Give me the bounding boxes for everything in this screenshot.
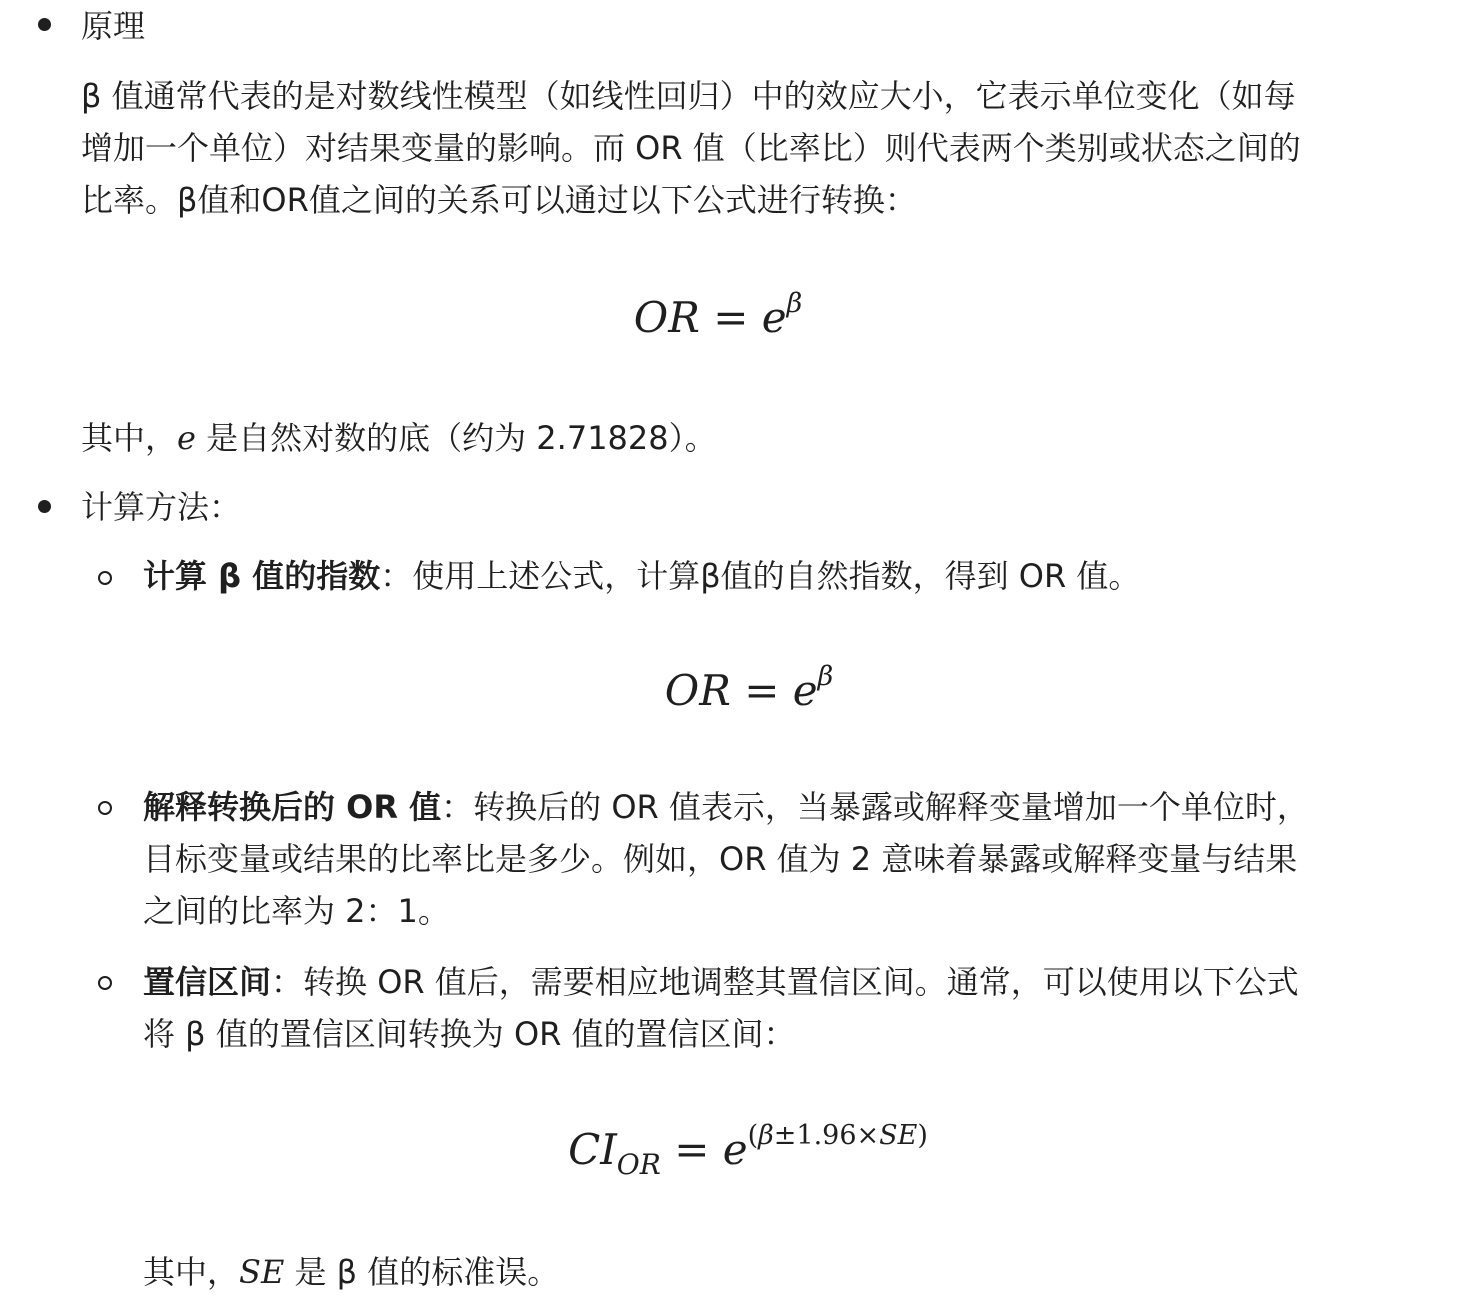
- item-text: ：使用上述公式，计算β值的自然指数，得到 OR 值。: [380, 557, 1141, 595]
- formula-eq: =: [674, 1125, 710, 1174]
- note-prefix: 其中，: [143, 1253, 240, 1291]
- formula-base: e: [792, 666, 818, 715]
- item-bold-label: 解释转换后的 OR 值: [143, 788, 442, 826]
- formula-exp: β: [817, 661, 834, 692]
- bullet-dot: [38, 18, 51, 31]
- paragraph-line: 目标变量或结果的比率比是多少。例如，OR 值为 2 意味着暴露或解释变量与结果: [143, 840, 1298, 878]
- formula-exp-close: ): [917, 1120, 928, 1151]
- paragraph-line: 之间的比率为 2：1。: [143, 892, 450, 930]
- formula-ci-or: [498, 1120, 998, 1181]
- paragraph-line: 增加一个单位）对结果变量的影响。而 OR 值（比率比）则代表两个类别或状态之间的: [81, 129, 1301, 167]
- formula-exp: β: [786, 288, 803, 319]
- note-prefix: 其中，: [81, 419, 178, 457]
- formula-exp-beta: β: [758, 1120, 774, 1151]
- formula-lhs: CI: [568, 1125, 617, 1174]
- formula-base: e: [761, 293, 787, 342]
- list-item: [143, 956, 1299, 1008]
- formula-lhs: OR: [664, 666, 731, 715]
- formula-exp: [748, 1120, 928, 1151]
- note-line: [81, 412, 717, 464]
- section-title-method: 计算方法：: [81, 488, 242, 526]
- sub-bullet-circle: [98, 801, 112, 815]
- note-line: [143, 1246, 559, 1298]
- item-text: ：转换 OR 值后，需要相应地调整其置信区间。通常，可以使用以下公式: [271, 963, 1299, 1001]
- formula-exp-se: SE: [879, 1120, 918, 1151]
- paragraph-line: 将 β 值的置信区间转换为 OR 值的置信区间：: [143, 1015, 796, 1053]
- formula-eq: =: [744, 666, 780, 715]
- formula-or-equals-e-beta: [538, 288, 898, 344]
- paragraph-line: β 值通常代表的是对数线性模型（如线性回归）中的效应大小，它表示单位变化（如每: [81, 77, 1296, 115]
- note-var: SE: [239, 1253, 285, 1291]
- formula-exp-open: (: [747, 1120, 759, 1151]
- list-item: [143, 781, 1309, 833]
- section-title-principle: 原理: [81, 7, 146, 45]
- sub-bullet-circle: [98, 976, 112, 990]
- note-suffix: 是自然对数的底（约为 2.71828）。: [195, 419, 717, 457]
- sub-bullet-circle: [98, 571, 112, 585]
- formula-base: e: [722, 1125, 748, 1174]
- item-bold-label: 置信区间: [143, 963, 272, 1001]
- bullet-dot: [38, 500, 51, 513]
- note-suffix: 是 β 值的标准误。: [284, 1253, 560, 1291]
- formula-exp-mid: ±1.96×: [773, 1120, 880, 1151]
- item-text: ：转换后的 OR 值表示，当暴露或解释变量增加一个单位时，: [441, 788, 1309, 826]
- item-bold-label: 计算 β 值的指数: [143, 557, 381, 595]
- formula-lhs: OR: [633, 293, 700, 342]
- note-var: e: [177, 419, 196, 457]
- formula-or-equals-e-beta: [569, 661, 929, 717]
- list-item: [143, 550, 1140, 602]
- paragraph-line: 比率。β值和OR值之间的关系可以通过以下公式进行转换：: [81, 181, 917, 219]
- formula-sub: OR: [616, 1148, 661, 1181]
- formula-eq: =: [713, 293, 749, 342]
